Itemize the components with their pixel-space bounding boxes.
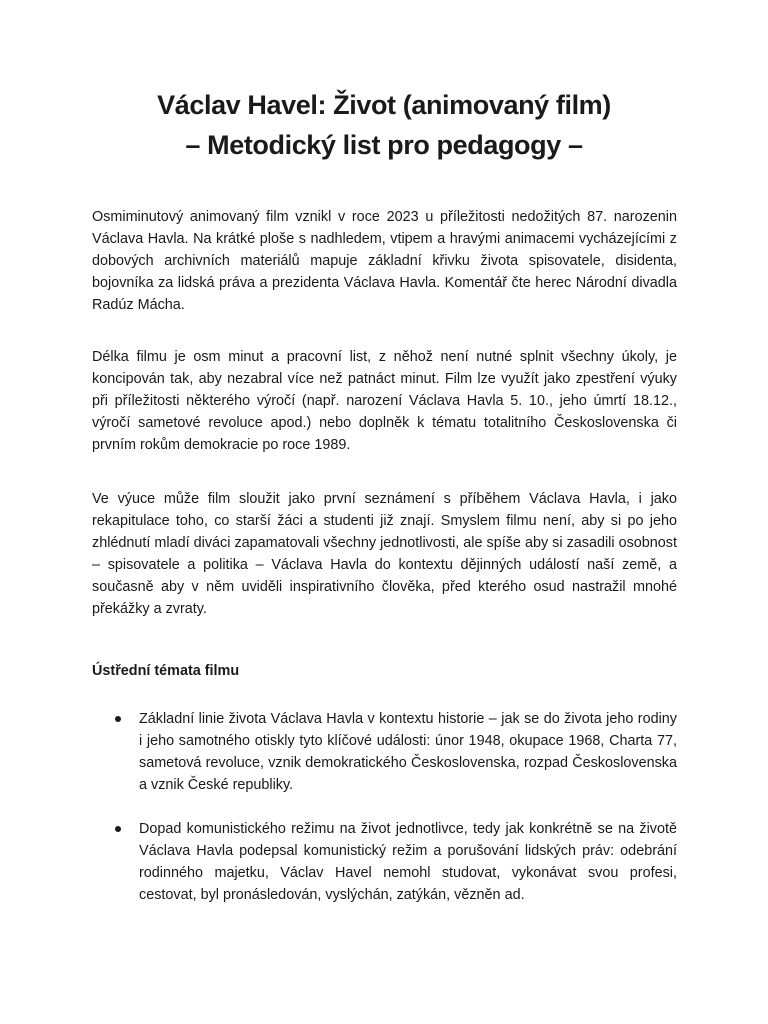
duration-paragraph: Délka filmu je osm minut a pracovní list, z něhož není nutné splnit všechny úkoly, je koncipován tak, aby nezabral více než patnáct minut. Film lze využít jako zpestření výuky při příležitosti některého výročí (např. narození Václava Havla 5. 10., jeho úmrtí 18.12., výročí sametové revoluce apod.) nebo doplněk k tématu totalitního Československa či prvním rokům demokracie po roce 1989. [92, 349, 677, 453]
intro-paragraph: Osmiminutový animovaný film vznikl v roce 2023 u příležitosti nedožitých 87. narozenin Václava Havla. Na krátké ploše s nadhledem, vtipem a hravými animacemi vycházejícími z dobových archivních materiálů mapuje základní křivku života spisovatele, disidenta, bojovníka za lidská práva a prezidenta Václava Havla. Komentář čte herec Národní divadla Radúz Mácha. [92, 209, 677, 313]
bullet-icon [115, 826, 121, 832]
list-item [92, 818, 677, 906]
list-item [92, 708, 677, 796]
themes-list [92, 708, 677, 906]
page-subtitle: – Metodický list pro pedagogy – [185, 130, 583, 160]
usage-paragraph: Ve výuce může film sloužit jako první seznámení s příběhem Václava Havla, i jako rekapitulace toho, co starší žáci a studenti již znají. Smyslem filmu není, aby si po jeho zhlédnutí mladí diváci zapamatovali všechny jednotlivosti, ale spíše aby si zasadili osobnost – spisovatele a politika – Václava Havla do kontextu dějinných událostí naší země, a současně aby v něm uviděli inspirativního člověka, před kterého osud nastražil mnohé překážky a zvraty. [92, 491, 677, 617]
section-heading: Ústřední témata filmu [92, 663, 240, 679]
list-item-text: Dopad komunistického režimu na život jednotlivce, tedy jak konkrétně se na životě Václava Havla podepsal komunistický režim a porušování lidských práv: odebrání rodinného majetku, Václav Havel nemohl studovat, vykonávat svou profesi, cestovat, byl pronásledován, vyslýchán, zatýkán, vězněn ad. [139, 821, 677, 903]
list-item-text: Základní linie života Václava Havla v kontextu historie – jak se do života jeho rodiny i jeho samotného otiskly tyto klíčové události: únor 1948, okupace 1968, Charta 77, sametová revoluce, vznik demokratického Československa, rozpad Československa a vznik České republiky. [139, 711, 677, 793]
bullet-icon [115, 716, 121, 722]
page-title: Václav Havel: Život (animovaný film) [157, 90, 611, 120]
